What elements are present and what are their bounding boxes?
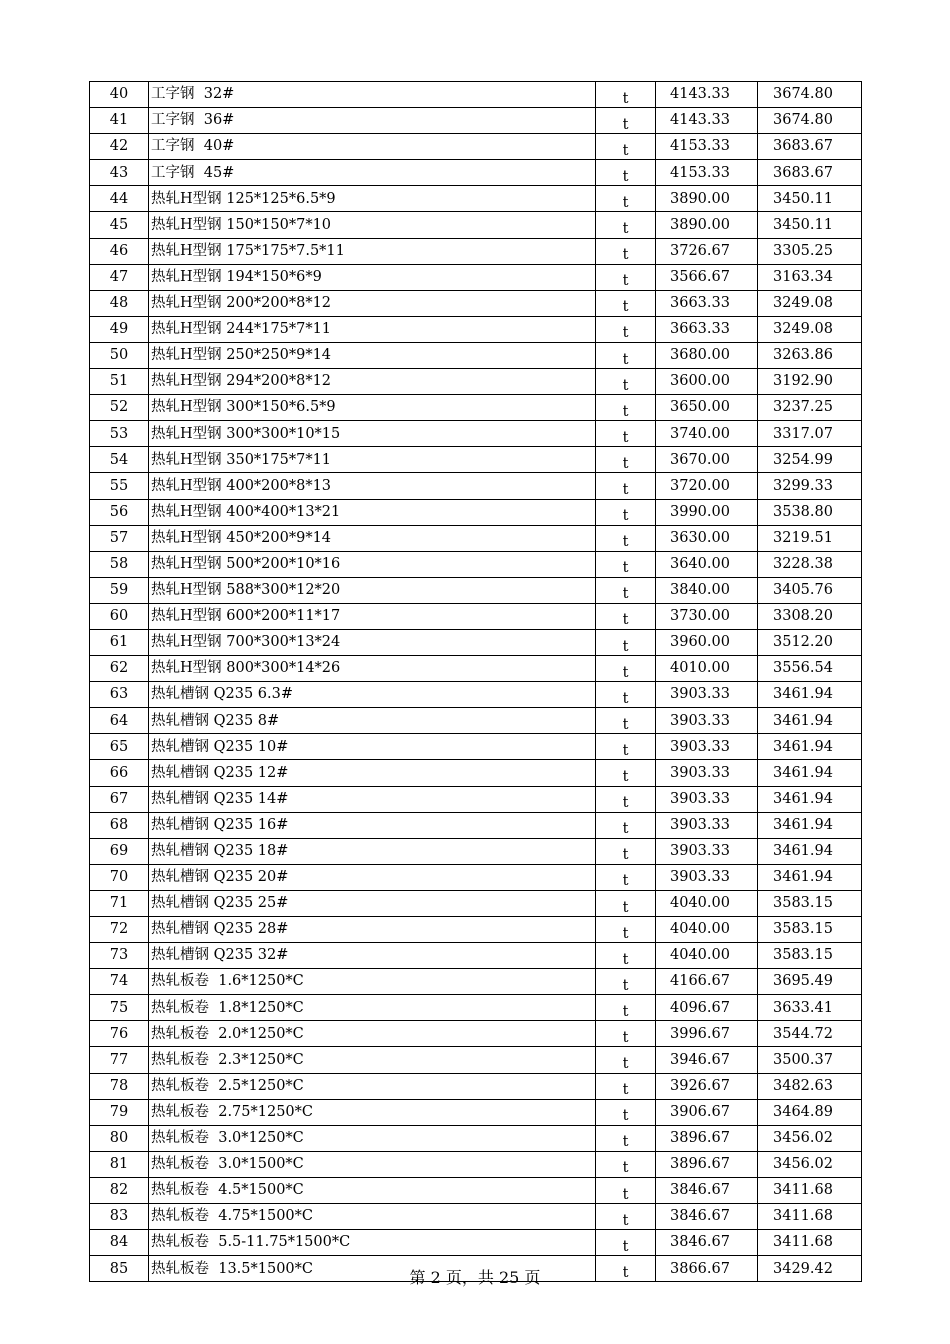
unit-cell: t <box>596 629 656 655</box>
table-row <box>90 342 862 368</box>
row-number-cell: 81 <box>90 1151 149 1177</box>
row-number-cell: 48 <box>90 290 149 316</box>
price-b-cell: 3500.37 <box>758 1047 862 1073</box>
table-row <box>90 760 862 786</box>
price-a-cell: 3903.33 <box>656 864 758 890</box>
item-name-cell: 热轧H型钢 194*150*6*9 <box>149 264 596 290</box>
price-b-cell: 3512.20 <box>758 629 862 655</box>
price-b-cell: 3163.34 <box>758 264 862 290</box>
item-name-cell: 热轧H型钢 125*125*6.5*9 <box>149 186 596 212</box>
item-name-cell: 热轧板卷 5.5-11.75*1500*C <box>149 1230 596 1256</box>
unit-cell: t <box>596 1099 656 1125</box>
table-row <box>90 682 862 708</box>
price-a-cell: 3903.33 <box>656 708 758 734</box>
price-a-cell: 3896.67 <box>656 1151 758 1177</box>
unit-cell: t <box>596 1151 656 1177</box>
unit-cell: t <box>596 342 656 368</box>
price-b-cell: 3461.94 <box>758 760 862 786</box>
item-name-cell: 热轧槽钢 Q235 16# <box>149 812 596 838</box>
price-a-cell: 4040.00 <box>656 943 758 969</box>
row-number-cell: 65 <box>90 734 149 760</box>
unit-cell: t <box>596 447 656 473</box>
unit-cell: t <box>596 82 656 108</box>
price-a-cell: 3903.33 <box>656 682 758 708</box>
unit-cell: t <box>596 1125 656 1151</box>
table-row <box>90 812 862 838</box>
unit-cell: t <box>596 1177 656 1203</box>
unit-cell: t <box>596 786 656 812</box>
row-number-cell: 84 <box>90 1230 149 1256</box>
row-number-cell: 75 <box>90 995 149 1021</box>
unit-cell: t <box>596 812 656 838</box>
row-number-cell: 56 <box>90 499 149 525</box>
price-b-cell: 3254.99 <box>758 447 862 473</box>
row-number-cell: 60 <box>90 603 149 629</box>
unit-cell: t <box>596 395 656 421</box>
unit-cell: t <box>596 134 656 160</box>
price-a-cell: 4096.67 <box>656 995 758 1021</box>
item-name-cell: 热轧槽钢 Q235 6.3# <box>149 682 596 708</box>
row-number-cell: 62 <box>90 656 149 682</box>
price-b-cell: 3583.15 <box>758 890 862 916</box>
row-number-cell: 74 <box>90 969 149 995</box>
price-b-cell: 3538.80 <box>758 499 862 525</box>
item-name-cell: 热轧槽钢 Q235 28# <box>149 917 596 943</box>
item-name-cell: 热轧H型钢 350*175*7*11 <box>149 447 596 473</box>
table-row <box>90 1073 862 1099</box>
row-number-cell: 58 <box>90 551 149 577</box>
table-row <box>90 525 862 551</box>
price-a-cell: 3906.67 <box>656 1099 758 1125</box>
row-number-cell: 52 <box>90 395 149 421</box>
price-a-cell: 3846.67 <box>656 1177 758 1203</box>
price-b-cell: 3405.76 <box>758 577 862 603</box>
unit-cell: t <box>596 577 656 603</box>
unit-cell: t <box>596 890 656 916</box>
row-number-cell: 57 <box>90 525 149 551</box>
price-b-cell: 3317.07 <box>758 421 862 447</box>
item-name-cell: 热轧H型钢 150*150*7*10 <box>149 212 596 238</box>
item-name-cell: 工字钢 45# <box>149 160 596 186</box>
price-b-cell: 3461.94 <box>758 838 862 864</box>
price-b-cell: 3464.89 <box>758 1099 862 1125</box>
unit-cell: t <box>596 1230 656 1256</box>
table-row <box>90 1177 862 1203</box>
item-name-cell: 热轧板卷 4.75*1500*C <box>149 1204 596 1230</box>
unit-cell: t <box>596 108 656 134</box>
unit-cell: t <box>596 760 656 786</box>
row-number-cell: 82 <box>90 1177 149 1203</box>
table-row <box>90 82 862 108</box>
unit-cell: t <box>596 1021 656 1047</box>
price-a-cell: 3663.33 <box>656 290 758 316</box>
row-number-cell: 63 <box>90 682 149 708</box>
table-row <box>90 943 862 969</box>
table-row <box>90 629 862 655</box>
price-b-cell: 3411.68 <box>758 1230 862 1256</box>
item-name-cell: 工字钢 40# <box>149 134 596 160</box>
row-number-cell: 72 <box>90 917 149 943</box>
price-b-cell: 3695.49 <box>758 969 862 995</box>
row-number-cell: 76 <box>90 1021 149 1047</box>
price-a-cell: 3890.00 <box>656 212 758 238</box>
row-number-cell: 85 <box>90 1256 149 1282</box>
price-b-cell: 3192.90 <box>758 369 862 395</box>
item-name-cell: 热轧槽钢 Q235 8# <box>149 708 596 734</box>
table-row <box>90 499 862 525</box>
price-a-cell: 3740.00 <box>656 421 758 447</box>
table-row <box>90 108 862 134</box>
price-b-cell: 3456.02 <box>758 1151 862 1177</box>
row-number-cell: 79 <box>90 1099 149 1125</box>
table-row <box>90 995 862 1021</box>
price-b-cell: 3411.68 <box>758 1204 862 1230</box>
price-b-cell: 3263.86 <box>758 342 862 368</box>
item-name-cell: 热轧H型钢 300*150*6.5*9 <box>149 395 596 421</box>
table-row <box>90 551 862 577</box>
price-a-cell: 3663.33 <box>656 316 758 342</box>
price-a-cell: 3946.67 <box>656 1047 758 1073</box>
table-row <box>90 238 862 264</box>
item-name-cell: 热轧板卷 2.3*1250*C <box>149 1047 596 1073</box>
price-b-cell: 3237.25 <box>758 395 862 421</box>
row-number-cell: 80 <box>90 1125 149 1151</box>
table-row <box>90 734 862 760</box>
unit-cell: t <box>596 864 656 890</box>
item-name-cell: 热轧H型钢 250*250*9*14 <box>149 342 596 368</box>
item-name-cell: 热轧H型钢 700*300*13*24 <box>149 629 596 655</box>
price-a-cell: 3726.67 <box>656 238 758 264</box>
table-row <box>90 917 862 943</box>
item-name-cell: 热轧H型钢 400*400*13*21 <box>149 499 596 525</box>
price-b-cell: 3456.02 <box>758 1125 862 1151</box>
price-a-cell: 3903.33 <box>656 812 758 838</box>
table-row <box>90 864 862 890</box>
price-b-cell: 3305.25 <box>758 238 862 264</box>
unit-cell: t <box>596 290 656 316</box>
page-number-label: 第 2 页，共 25 页 <box>409 1268 541 1287</box>
price-a-cell: 3903.33 <box>656 734 758 760</box>
item-name-cell: 热轧槽钢 Q235 12# <box>149 760 596 786</box>
table-row <box>90 186 862 212</box>
price-a-cell: 3670.00 <box>656 447 758 473</box>
unit-cell: t <box>596 708 656 734</box>
price-b-cell: 3674.80 <box>758 82 862 108</box>
unit-cell: t <box>596 656 656 682</box>
unit-cell: t <box>596 969 656 995</box>
row-number-cell: 67 <box>90 786 149 812</box>
row-number-cell: 73 <box>90 943 149 969</box>
price-b-cell: 3461.94 <box>758 786 862 812</box>
price-a-cell: 3680.00 <box>656 342 758 368</box>
unit-cell: t <box>596 603 656 629</box>
price-a-cell: 3640.00 <box>656 551 758 577</box>
unit-cell: t <box>596 943 656 969</box>
item-name-cell: 热轧H型钢 588*300*12*20 <box>149 577 596 603</box>
unit-cell: t <box>596 734 656 760</box>
price-a-cell: 4166.67 <box>656 969 758 995</box>
unit-cell: t <box>596 264 656 290</box>
item-name-cell: 热轧板卷 13.5*1500*C <box>149 1256 596 1282</box>
row-number-cell: 61 <box>90 629 149 655</box>
table-row <box>90 1204 862 1230</box>
unit-cell: t <box>596 186 656 212</box>
unit-cell: t <box>596 160 656 186</box>
item-name-cell: 热轧H型钢 400*200*8*13 <box>149 473 596 499</box>
price-a-cell: 4143.33 <box>656 108 758 134</box>
item-name-cell: 热轧H型钢 450*200*9*14 <box>149 525 596 551</box>
table-row <box>90 395 862 421</box>
row-number-cell: 64 <box>90 708 149 734</box>
price-b-cell: 3219.51 <box>758 525 862 551</box>
table-row <box>90 447 862 473</box>
table-row <box>90 1125 862 1151</box>
table-row <box>90 603 862 629</box>
row-number-cell: 69 <box>90 838 149 864</box>
row-number-cell: 43 <box>90 160 149 186</box>
unit-cell: t <box>596 995 656 1021</box>
row-number-cell: 59 <box>90 577 149 603</box>
price-b-cell: 3461.94 <box>758 734 862 760</box>
unit-cell: t <box>596 1204 656 1230</box>
unit-cell: t <box>596 499 656 525</box>
item-name-cell: 热轧H型钢 175*175*7.5*11 <box>149 238 596 264</box>
price-b-cell: 3633.41 <box>758 995 862 1021</box>
table-row <box>90 890 862 916</box>
table-row <box>90 577 862 603</box>
price-a-cell: 3866.67 <box>656 1256 758 1282</box>
price-a-cell: 3650.00 <box>656 395 758 421</box>
price-b-cell: 3249.08 <box>758 290 862 316</box>
price-b-cell: 3683.67 <box>758 160 862 186</box>
unit-cell: t <box>596 917 656 943</box>
item-name-cell: 热轧H型钢 244*175*7*11 <box>149 316 596 342</box>
item-name-cell: 热轧H型钢 200*200*8*12 <box>149 290 596 316</box>
item-name-cell: 热轧板卷 1.6*1250*C <box>149 969 596 995</box>
item-name-cell: 热轧H型钢 800*300*14*26 <box>149 656 596 682</box>
row-number-cell: 42 <box>90 134 149 160</box>
page-footer <box>0 1265 950 1288</box>
row-number-cell: 54 <box>90 447 149 473</box>
table-row <box>90 160 862 186</box>
row-number-cell: 47 <box>90 264 149 290</box>
price-a-cell: 4040.00 <box>656 890 758 916</box>
price-b-cell: 3556.54 <box>758 656 862 682</box>
table-row <box>90 369 862 395</box>
row-number-cell: 66 <box>90 760 149 786</box>
item-name-cell: 热轧槽钢 Q235 32# <box>149 943 596 969</box>
row-number-cell: 45 <box>90 212 149 238</box>
unit-cell: t <box>596 212 656 238</box>
item-name-cell: 热轧槽钢 Q235 14# <box>149 786 596 812</box>
price-a-cell: 3840.00 <box>656 577 758 603</box>
table-row <box>90 421 862 447</box>
item-name-cell: 热轧槽钢 Q235 10# <box>149 734 596 760</box>
price-b-cell: 3308.20 <box>758 603 862 629</box>
unit-cell: t <box>596 551 656 577</box>
row-number-cell: 71 <box>90 890 149 916</box>
table-row <box>90 1047 862 1073</box>
price-a-cell: 3896.67 <box>656 1125 758 1151</box>
unit-cell: t <box>596 369 656 395</box>
table-row <box>90 1230 862 1256</box>
unit-cell: t <box>596 421 656 447</box>
table-row <box>90 316 862 342</box>
price-b-cell: 3683.67 <box>758 134 862 160</box>
price-a-cell: 3566.67 <box>656 264 758 290</box>
price-b-cell: 3429.42 <box>758 1256 862 1282</box>
item-name-cell: 热轧板卷 2.75*1250*C <box>149 1099 596 1125</box>
price-b-cell: 3228.38 <box>758 551 862 577</box>
item-name-cell: 热轧板卷 4.5*1500*C <box>149 1177 596 1203</box>
item-name-cell: 热轧H型钢 294*200*8*12 <box>149 369 596 395</box>
table-row <box>90 969 862 995</box>
row-number-cell: 53 <box>90 421 149 447</box>
price-a-cell: 3926.67 <box>656 1073 758 1099</box>
price-b-cell: 3482.63 <box>758 1073 862 1099</box>
price-a-cell: 3890.00 <box>656 186 758 212</box>
price-b-cell: 3450.11 <box>758 186 862 212</box>
item-name-cell: 热轧板卷 2.5*1250*C <box>149 1073 596 1099</box>
price-b-cell: 3583.15 <box>758 917 862 943</box>
price-a-cell: 3846.67 <box>656 1230 758 1256</box>
row-number-cell: 49 <box>90 316 149 342</box>
unit-cell: t <box>596 1073 656 1099</box>
price-a-cell: 3903.33 <box>656 760 758 786</box>
price-a-cell: 3960.00 <box>656 629 758 655</box>
unit-cell: t <box>596 838 656 864</box>
unit-cell: t <box>596 1256 656 1282</box>
table-row <box>90 656 862 682</box>
price-a-cell: 4153.33 <box>656 134 758 160</box>
item-name-cell: 热轧槽钢 Q235 25# <box>149 890 596 916</box>
item-name-cell: 热轧H型钢 600*200*11*17 <box>149 603 596 629</box>
table-row <box>90 1151 862 1177</box>
price-a-cell: 3996.67 <box>656 1021 758 1047</box>
table-row <box>90 290 862 316</box>
price-a-cell: 4153.33 <box>656 160 758 186</box>
row-number-cell: 50 <box>90 342 149 368</box>
price-a-cell: 3903.33 <box>656 786 758 812</box>
price-b-cell: 3249.08 <box>758 316 862 342</box>
table-row <box>90 1021 862 1047</box>
price-a-cell: 3846.67 <box>656 1204 758 1230</box>
item-name-cell: 热轧H型钢 500*200*10*16 <box>149 551 596 577</box>
price-b-cell: 3411.68 <box>758 1177 862 1203</box>
item-name-cell: 热轧H型钢 300*300*10*15 <box>149 421 596 447</box>
price-a-cell: 4040.00 <box>656 917 758 943</box>
price-b-cell: 3461.94 <box>758 864 862 890</box>
price-b-cell: 3583.15 <box>758 943 862 969</box>
table-row <box>90 264 862 290</box>
unit-cell: t <box>596 1047 656 1073</box>
item-name-cell: 热轧槽钢 Q235 18# <box>149 838 596 864</box>
price-a-cell: 3600.00 <box>656 369 758 395</box>
row-number-cell: 77 <box>90 1047 149 1073</box>
price-a-cell: 3903.33 <box>656 838 758 864</box>
price-b-cell: 3461.94 <box>758 812 862 838</box>
unit-cell: t <box>596 682 656 708</box>
item-name-cell: 工字钢 32# <box>149 82 596 108</box>
row-number-cell: 68 <box>90 812 149 838</box>
row-number-cell: 40 <box>90 82 149 108</box>
price-b-cell: 3299.33 <box>758 473 862 499</box>
row-number-cell: 41 <box>90 108 149 134</box>
price-a-cell: 3730.00 <box>656 603 758 629</box>
price-a-cell: 3990.00 <box>656 499 758 525</box>
row-number-cell: 55 <box>90 473 149 499</box>
table-row <box>90 1099 862 1125</box>
item-name-cell: 热轧板卷 3.0*1500*C <box>149 1151 596 1177</box>
row-number-cell: 78 <box>90 1073 149 1099</box>
price-b-cell: 3450.11 <box>758 212 862 238</box>
price-a-cell: 3630.00 <box>656 525 758 551</box>
price-table <box>89 81 862 1282</box>
table-row <box>90 134 862 160</box>
table-row <box>90 212 862 238</box>
table-row <box>90 786 862 812</box>
unit-cell: t <box>596 525 656 551</box>
item-name-cell: 热轧槽钢 Q235 20# <box>149 864 596 890</box>
row-number-cell: 44 <box>90 186 149 212</box>
unit-cell: t <box>596 316 656 342</box>
price-b-cell: 3461.94 <box>758 708 862 734</box>
table-row <box>90 473 862 499</box>
item-name-cell: 工字钢 36# <box>149 108 596 134</box>
price-b-cell: 3674.80 <box>758 108 862 134</box>
row-number-cell: 46 <box>90 238 149 264</box>
table-row <box>90 708 862 734</box>
price-b-cell: 3461.94 <box>758 682 862 708</box>
row-number-cell: 51 <box>90 369 149 395</box>
unit-cell: t <box>596 238 656 264</box>
item-name-cell: 热轧板卷 1.8*1250*C <box>149 995 596 1021</box>
table-body <box>90 82 862 1282</box>
row-number-cell: 83 <box>90 1204 149 1230</box>
price-a-cell: 4143.33 <box>656 82 758 108</box>
unit-cell: t <box>596 473 656 499</box>
price-a-cell: 4010.00 <box>656 656 758 682</box>
row-number-cell: 70 <box>90 864 149 890</box>
table-row <box>90 838 862 864</box>
item-name-cell: 热轧板卷 3.0*1250*C <box>149 1125 596 1151</box>
price-b-cell: 3544.72 <box>758 1021 862 1047</box>
item-name-cell: 热轧板卷 2.0*1250*C <box>149 1021 596 1047</box>
price-a-cell: 3720.00 <box>656 473 758 499</box>
